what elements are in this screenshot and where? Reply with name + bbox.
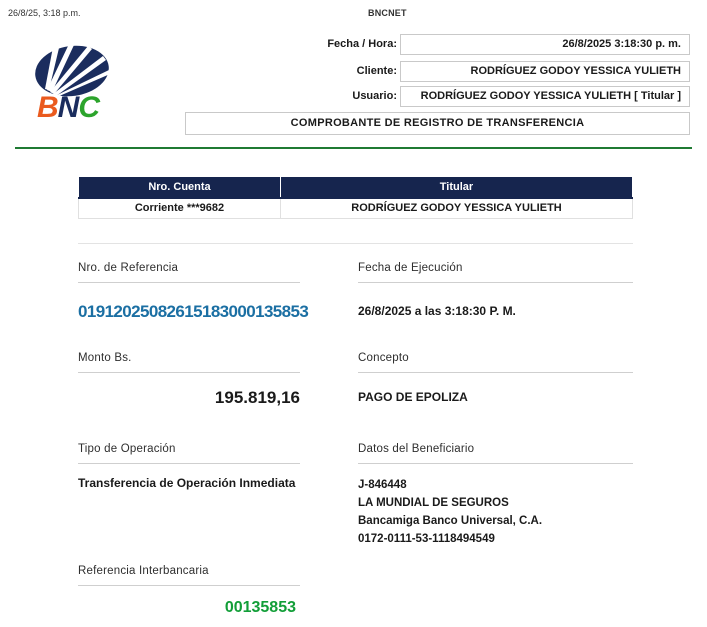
reference-value: 01912025082615183000135853 [78,302,309,321]
fecha-hora-label: Fecha / Hora: [327,38,397,50]
beneficiary-name: LA MUNDIAL DE SEGUROS [358,497,509,509]
amount-value: 195.819,16 [214,388,300,407]
account-table [78,176,633,219]
concept-section [358,352,633,404]
cliente-value: RODRÍGUEZ GODOY YESSICA YULIETH [400,61,690,82]
logo-letter-n: N [57,91,79,124]
execution-date-label: Fecha de Ejecución [358,262,633,283]
interbank-reference-label: Referencia Interbancaria [78,565,300,586]
operation-type-section [78,443,300,490]
beneficiary-bank: Bancamiga Banco Universal, C.A. [358,515,543,527]
section-divider [78,243,633,244]
account-number-header: Nro. Cuenta [79,177,281,198]
beneficiary-tax-id: J-846448 [358,479,407,491]
operation-type-label: Tipo de Operación [78,443,300,464]
usuario-value: RODRÍGUEZ GODOY YESSICA YULIETH [ Titular ] [400,86,690,107]
amount-section [78,352,300,408]
account-number-cell: Corriente ***9682 [79,198,281,219]
reference-section [78,262,309,322]
logo-letter-c: C [78,91,100,124]
beneficiary-details [358,476,633,548]
reference-label: Nro. de Referencia [78,262,300,283]
green-divider [15,147,692,149]
bnc-logo [33,44,123,123]
fecha-hora-value: 26/8/2025 3:18:30 p. m. [400,34,690,55]
amount-label: Monto Bs. [78,352,300,373]
logo-letter-b: B [37,91,58,124]
concept-label: Concepto [358,352,633,373]
account-holder-cell: RODRÍGUEZ GODOY YESSICA YULIETH [281,198,633,219]
interbank-reference-value: 00135853 [224,599,296,616]
account-table-header-row [79,177,633,198]
concept-value: PAGO DE EPOLIZA [358,390,468,404]
usuario-label: Usuario: [352,90,397,102]
operation-type-value: Transferencia de Operación Inmediata [78,476,296,490]
beneficiary-label: Datos del Beneficiario [358,443,633,464]
account-holder-header: Titular [281,177,633,198]
table-row [79,198,633,219]
print-datetime: 26/8/25, 3:18 p.m. [8,8,81,18]
execution-date-value: 26/8/2025 a las 3:18:30 P. M. [358,304,516,318]
cliente-label: Cliente: [356,65,397,77]
execution-date-section [358,262,633,318]
receipt-title: COMPROBANTE DE REGISTRO DE TRANSFERENCIA [185,112,690,135]
interbank-reference-section [78,565,300,617]
print-page-title: BNCNET [368,8,407,18]
beneficiary-section [358,443,633,548]
beneficiary-account: 0172-0111-53-1118494549 [358,533,495,545]
